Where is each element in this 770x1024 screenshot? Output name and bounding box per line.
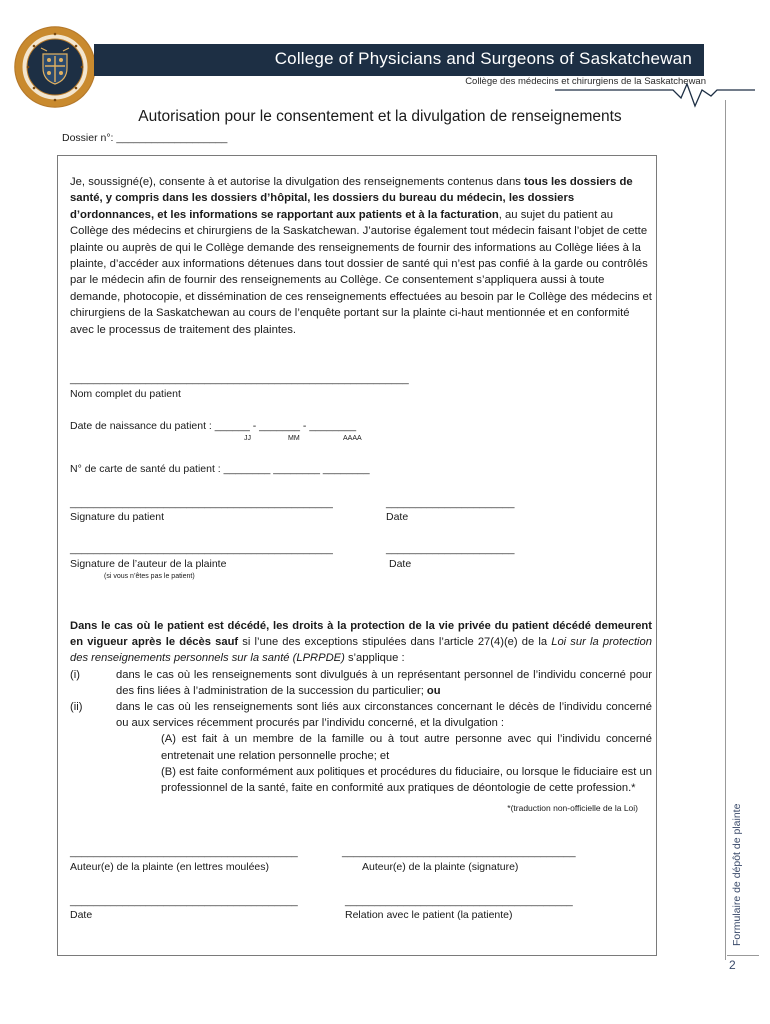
exception-i-ou: ou (426, 684, 441, 697)
page-number: 2 (729, 958, 736, 972)
consent-text-bold: tous les dossiers de santé, y compris dans les dossiers d’hôpital, les dossiers du bureau du médecin, les dossiers d’ordonnances, et les informations se rapportant aux patients et à la facturation (70, 176, 633, 221)
consent-text-1: Je, soussigné(e), consente à et autorise la divulgation des renseignements contenus dans (70, 176, 525, 188)
patient-name-line[interactable]: __________________________________________________________ (70, 373, 409, 385)
exception-i-number: (i) (70, 668, 80, 681)
side-form-label: Formulaire de dépôt de plainte (731, 803, 743, 946)
relation-label: Relation avec le patient (la patiente) (345, 909, 513, 921)
deceased-section (70, 618, 652, 816)
patient-signature-line[interactable]: _____________________________________________ (70, 497, 333, 509)
relation-line[interactable]: _______________________________________ (345, 895, 573, 907)
deceased-intro-end: s’applique : (344, 652, 405, 665)
dob-month-hint: MM (288, 435, 300, 442)
author-sign-label: Auteur(e) de la plainte (signature) (362, 861, 519, 873)
bottom-date-label: Date (70, 909, 93, 921)
author-sign-line[interactable]: ________________________________________ (342, 846, 576, 858)
header-banner (94, 44, 704, 76)
exception-b: (B) est faite conformément aux politiques et procédures du fiduciaire, ou lorsque le fiduciaire est un professionnel de la santé, faite en conformité aux pratiques de déontologie de cette profession.* (161, 765, 652, 795)
author-print-line[interactable]: _______________________________________ (70, 846, 298, 858)
author-date-label: Date (389, 558, 412, 570)
college-seal-icon (14, 26, 96, 108)
health-card-field[interactable]: N° de carte de santé du patient : ________ ________ ________ (70, 463, 370, 475)
document-title: Autorisation pour le consentement et la divulgation de renseignements (138, 108, 622, 125)
author-print-label: Auteur(e) de la plainte (en lettres moulées) (70, 861, 270, 873)
patient-name-label: Nom complet du patient (70, 388, 181, 400)
exception-ii-text: dans le cas où les renseignements sont liés aux circonstances concernant le décès de l’individu concerné ou aux services récemment procurés par l’individu concerné, et la divulgation : (116, 701, 652, 730)
patient-date-label: Date (386, 511, 409, 523)
page-number-divider (727, 955, 759, 956)
author-signature-note: (si vous n’êtes pas le patient) (104, 573, 195, 580)
exception-ii-number: (ii) (70, 701, 83, 714)
dossier-number-field[interactable]: Dossier n°: ___________________ (62, 132, 228, 144)
exception-a: (A) est fait à un membre de la famille ou à tout autre personne avec qui l’individu concerné entretenait une relation personnelle proche; et (161, 733, 652, 762)
side-divider (725, 100, 726, 960)
dob-field[interactable]: Date de naissance du patient : ______ - _______ - ________ (70, 420, 357, 432)
consent-text-2: , au sujet du patient au Collège des médecins et chirurgiens de la Saskatchewan. J’autorise également tout médecin faisant l’objet de cette plainte ou auprès de qui le Collège demande des renseignements de fournir des informations au Collège liées à la plainte, d’accéder aux informations détenues dans tout dossier de santé qui n’est pas confié à la garde ou contrôlés par le médecin afin de fournir des renseignements au Collège. Ce consentement s’appliquera aussi à toute demande, photocopie, et dissémination de ces renseignements effectuées au besoin par le Collège des médecins et chirurgiens de la Saskatchewan au cours de l’enquête portant sur la plainte ci-haut mentionnée et en conformité avec le processus de traitement des plaintes. (70, 208, 652, 336)
author-date-line[interactable]: ______________________ (386, 543, 515, 555)
patient-date-line[interactable]: ______________________ (386, 497, 515, 509)
author-signature-line[interactable]: _____________________________________________ (70, 543, 333, 555)
college-subtitle-fr: Collège des médecins et chirurgiens de la Saskatchewan (465, 76, 706, 87)
dob-day-hint: JJ (244, 435, 251, 442)
college-title: College of Physicians and Surgeons of Saskatchewan (274, 49, 692, 68)
consent-paragraph (70, 174, 652, 338)
deceased-intro-text: si l’une des exceptions stipulées dans l’article 27(4)(e) de la (238, 636, 552, 649)
exception-i-text: dans le cas où les renseignements sont divulgués à un représentant personnel de l’individu concerné pour des fins liées à l’administration de la succession du particulier; (116, 668, 652, 697)
deceased-intro (70, 618, 652, 667)
translation-note: *(traduction non-officielle de la Loi) (507, 803, 638, 814)
author-signature-label: Signature de l’auteur de la plainte (70, 558, 227, 570)
exception-ii (70, 699, 652, 731)
bottom-date-line[interactable]: _______________________________________ (70, 895, 298, 907)
law-title: Loi sur la protection des renseignements personnels sur la santé (LPRPDE) (70, 636, 652, 665)
patient-signature-label: Signature du patient (70, 511, 164, 523)
deceased-intro-bold: Dans le cas où le patient est décédé, les droits à la protection de la vie privée du patient décédé demeurent en vigueur après le décès sauf (70, 620, 652, 649)
dob-year-hint: AAAA (343, 435, 362, 442)
exception-i (70, 667, 652, 699)
